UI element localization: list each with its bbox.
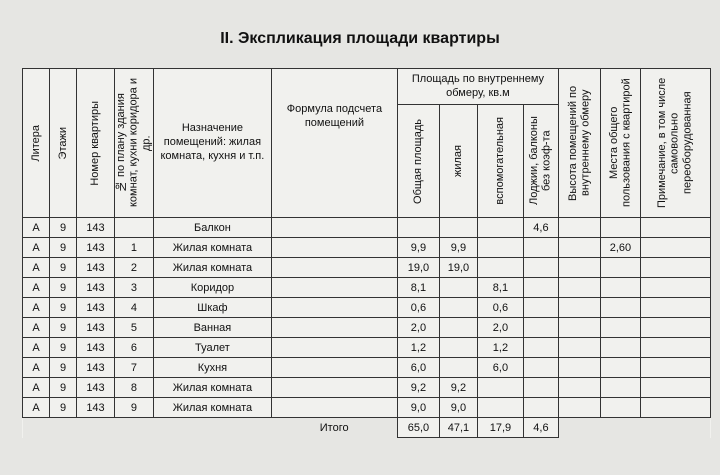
header-vysota: Высота помещений по внутреннему обмеру	[558, 69, 600, 218]
cell-vysota	[558, 278, 600, 298]
cell-n: 8	[115, 378, 154, 398]
cell-nomer: 143	[77, 358, 115, 378]
cell-mesta	[600, 278, 640, 298]
cell-mesta	[600, 258, 640, 278]
cell-nomer: 143	[77, 278, 115, 298]
cell-lodzhii	[523, 358, 558, 378]
cell-prim	[640, 338, 710, 358]
total-lodzhii: 4,6	[523, 418, 558, 438]
table-row	[23, 258, 711, 278]
cell-vysota	[558, 298, 600, 318]
cell-nomer: 143	[77, 258, 115, 278]
cell-vspom: 1,2	[477, 338, 523, 358]
cell-room-name: Балкон	[153, 218, 271, 238]
table-row	[23, 298, 711, 318]
cell-vysota	[558, 338, 600, 358]
cell-etazh: 9	[50, 318, 77, 338]
cell-litera: А	[23, 258, 50, 278]
cell-obshaya: 9,0	[397, 398, 439, 418]
cell-n	[115, 218, 154, 238]
cell-vysota	[558, 398, 600, 418]
cell-vspom	[477, 218, 523, 238]
cell-zhilaya	[439, 218, 477, 238]
header-etazh: Этажи	[50, 69, 77, 218]
cell-etazh: 9	[50, 258, 77, 278]
cell-formula	[271, 318, 397, 338]
cell-vysota	[558, 378, 600, 398]
cell-vspom	[477, 378, 523, 398]
cell-vysota	[558, 318, 600, 338]
cell-litera: А	[23, 378, 50, 398]
header-lodzhii: Лоджии, балконы без коэф-та	[523, 105, 558, 218]
cell-etazh: 9	[50, 298, 77, 318]
cell-nomer: 143	[77, 318, 115, 338]
header-zhilaya: жилая	[439, 105, 477, 218]
cell-zhilaya: 19,0	[439, 258, 477, 278]
cell-mesta	[600, 378, 640, 398]
cell-room-name: Жилая комната	[153, 238, 271, 258]
cell-etazh: 9	[50, 378, 77, 398]
cell-lodzhii	[523, 258, 558, 278]
table-row	[23, 278, 711, 298]
table-row	[23, 378, 711, 398]
cell-mesta	[600, 358, 640, 378]
total-vspom: 17,9	[477, 418, 523, 438]
cell-obshaya: 0,6	[397, 298, 439, 318]
cell-nomer: 143	[77, 338, 115, 358]
cell-room-name: Шкаф	[153, 298, 271, 318]
cell-nomer: 143	[77, 378, 115, 398]
cell-litera: А	[23, 298, 50, 318]
table-row	[23, 358, 711, 378]
cell-formula	[271, 298, 397, 318]
cell-mesta	[600, 398, 640, 418]
cell-litera: А	[23, 398, 50, 418]
cell-vysota	[558, 238, 600, 258]
table-row	[23, 318, 711, 338]
table-row	[23, 218, 711, 238]
table-row	[23, 398, 711, 418]
total-label: Итого	[271, 418, 397, 438]
cell-formula	[271, 238, 397, 258]
header-nomer: Номер квартиры	[77, 69, 115, 218]
cell-formula	[271, 218, 397, 238]
cell-mesta	[600, 298, 640, 318]
cell-etazh: 9	[50, 218, 77, 238]
cell-etazh: 9	[50, 338, 77, 358]
cell-prim	[640, 218, 710, 238]
cell-formula	[271, 358, 397, 378]
cell-zhilaya: 9,0	[439, 398, 477, 418]
cell-formula	[271, 258, 397, 278]
total-obshaya: 65,0	[397, 418, 439, 438]
cell-n: 9	[115, 398, 154, 418]
table-row	[23, 338, 711, 358]
cell-mesta: 2,60	[600, 238, 640, 258]
cell-n: 7	[115, 358, 154, 378]
cell-prim	[640, 318, 710, 338]
cell-prim	[640, 258, 710, 278]
header-formula: Формула подсчета помещений	[271, 69, 397, 218]
total-zhilaya: 47,1	[439, 418, 477, 438]
cell-obshaya	[397, 218, 439, 238]
total-row	[23, 418, 711, 438]
cell-nomer: 143	[77, 238, 115, 258]
cell-nomer: 143	[77, 298, 115, 318]
cell-prim	[640, 398, 710, 418]
cell-mesta	[600, 218, 640, 238]
cell-lodzhii	[523, 298, 558, 318]
cell-room-name: Ванная	[153, 318, 271, 338]
header-naznachenie: Назначение помещений: жилая комната, кухня и т.п.	[153, 69, 271, 218]
cell-lodzhii	[523, 338, 558, 358]
header-n-po-planu: № по плану здания комнат, кухни коридора и др.	[115, 69, 154, 218]
cell-zhilaya	[439, 318, 477, 338]
header-ploshad-group: Площадь по внутреннему обмеру, кв.м	[397, 69, 558, 105]
page-title: II. Экспликация площади квартиры	[220, 30, 500, 47]
cell-obshaya: 2,0	[397, 318, 439, 338]
cell-litera: А	[23, 318, 50, 338]
cell-lodzhii	[523, 238, 558, 258]
cell-room-name: Коридор	[153, 278, 271, 298]
cell-room-name: Жилая комната	[153, 398, 271, 418]
cell-vysota	[558, 218, 600, 238]
header-litera: Литера	[23, 69, 50, 218]
cell-obshaya: 6,0	[397, 358, 439, 378]
cell-zhilaya	[439, 298, 477, 318]
cell-nomer: 143	[77, 218, 115, 238]
cell-obshaya: 1,2	[397, 338, 439, 358]
cell-formula	[271, 398, 397, 418]
header-primechanie: Примечание, в том числе самовольно переоборудованная	[640, 69, 710, 218]
cell-vspom	[477, 238, 523, 258]
cell-mesta	[600, 338, 640, 358]
cell-vspom: 0,6	[477, 298, 523, 318]
cell-nomer: 143	[77, 398, 115, 418]
cell-room-name: Жилая комната	[153, 258, 271, 278]
cell-litera: А	[23, 338, 50, 358]
cell-prim	[640, 278, 710, 298]
cell-litera: А	[23, 278, 50, 298]
cell-etazh: 9	[50, 358, 77, 378]
cell-room-name: Кухня	[153, 358, 271, 378]
cell-litera: А	[23, 218, 50, 238]
header-obshaya: Общая площадь	[397, 105, 439, 218]
cell-obshaya: 9,9	[397, 238, 439, 258]
explication-table	[22, 68, 711, 438]
header-vspomogatelnaya: вспомогательная	[477, 105, 523, 218]
cell-litera: А	[23, 238, 50, 258]
cell-formula	[271, 278, 397, 298]
cell-etazh: 9	[50, 278, 77, 298]
cell-room-name: Туалет	[153, 338, 271, 358]
cell-prim	[640, 378, 710, 398]
cell-vysota	[558, 358, 600, 378]
cell-lodzhii: 4,6	[523, 218, 558, 238]
cell-n: 2	[115, 258, 154, 278]
cell-zhilaya	[439, 278, 477, 298]
cell-vspom: 2,0	[477, 318, 523, 338]
cell-prim	[640, 358, 710, 378]
cell-lodzhii	[523, 318, 558, 338]
cell-formula	[271, 338, 397, 358]
cell-vspom	[477, 398, 523, 418]
cell-zhilaya: 9,9	[439, 238, 477, 258]
cell-n: 1	[115, 238, 154, 258]
cell-obshaya: 19,0	[397, 258, 439, 278]
cell-lodzhii	[523, 278, 558, 298]
cell-zhilaya: 9,2	[439, 378, 477, 398]
cell-etazh: 9	[50, 398, 77, 418]
cell-n: 6	[115, 338, 154, 358]
cell-obshaya: 8,1	[397, 278, 439, 298]
cell-etazh: 9	[50, 238, 77, 258]
cell-n: 4	[115, 298, 154, 318]
header-mesta: Места общего пользования с квартирой	[600, 69, 640, 218]
cell-zhilaya	[439, 358, 477, 378]
cell-vspom: 6,0	[477, 358, 523, 378]
table-row	[23, 238, 711, 258]
header-row	[23, 69, 711, 105]
cell-obshaya: 9,2	[397, 378, 439, 398]
cell-room-name: Жилая комната	[153, 378, 271, 398]
cell-zhilaya	[439, 338, 477, 358]
cell-n: 5	[115, 318, 154, 338]
cell-vspom	[477, 258, 523, 278]
cell-vysota	[558, 258, 600, 278]
cell-n: 3	[115, 278, 154, 298]
cell-litera: А	[23, 358, 50, 378]
cell-prim	[640, 238, 710, 258]
cell-lodzhii	[523, 398, 558, 418]
cell-lodzhii	[523, 378, 558, 398]
cell-prim	[640, 298, 710, 318]
cell-vspom: 8,1	[477, 278, 523, 298]
cell-formula	[271, 378, 397, 398]
cell-mesta	[600, 318, 640, 338]
